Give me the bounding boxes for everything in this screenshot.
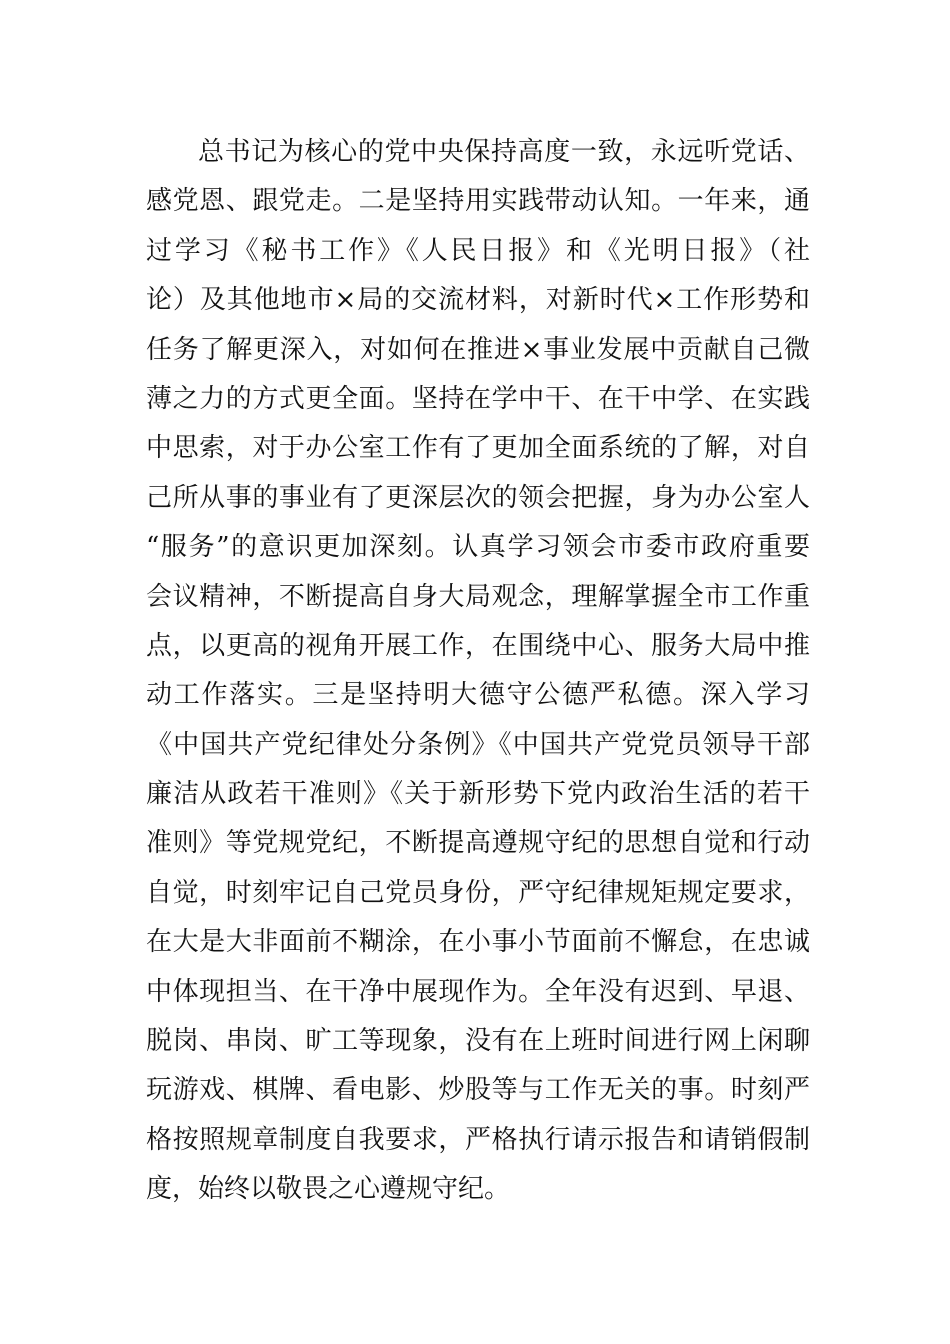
paragraph-line: 度，始终以敬畏之心遵规守纪。: [146, 1174, 511, 1205]
paragraph-line: 薄之力的方式更全面。坚持在学中干、在干中学、在实践: [146, 383, 810, 414]
paragraph-line: 会议精神，不断提高自身大局观念，理解掌握全市工作重: [146, 581, 810, 612]
paragraph-line: 总书记为核心的党中央保持高度一致，永远听党话、: [198, 137, 810, 167]
paragraph-line: 中思索，对于办公室工作有了更加全面系统的了解，对自: [146, 433, 810, 464]
paragraph-line: 过学习《秘书工作》《人民日报》和《光明日报》（社: [146, 235, 810, 266]
paragraph-line: 自觉，时刻牢记自己党员身份，严守纪律规矩规定要求，: [146, 877, 810, 908]
paragraph-line: 在大是大非面前不糊涂，在小事小节面前不懈怠，在忠诚: [146, 927, 810, 958]
paragraph-line: “服务”的意识更加深刻。认真学习领会市委市政府重要: [146, 532, 810, 563]
paragraph-line: 中体现担当、在干净中展现作为。全年没有迟到、早退、: [146, 976, 810, 1007]
paragraph-line: 动工作落实。三是坚持明大德守公德严私德。深入学习: [146, 680, 810, 711]
paragraph-line: 点，以更高的视角开展工作，在围绕中心、服务大局中推: [146, 630, 810, 661]
paragraph-line: 脱岗、串岗、旷工等现象，没有在上班时间进行网上闲聊: [146, 1026, 810, 1057]
paragraph-line: 感党恩、跟党走。二是坚持用实践带动认知。一年来，通: [146, 186, 810, 217]
paragraph-line: 玩游戏、棋牌、看电影、炒股等与工作无关的事。时刻严: [146, 1075, 810, 1106]
paragraph-line: 《中国共产党纪律处分条例》《中国共产党党员领导干部: [146, 729, 810, 760]
paragraph-line: 格按照规章制度自我要求，严格执行请示报告和请销假制: [146, 1124, 810, 1155]
body-paragraph: [146, 128, 810, 1215]
paragraph-line: 廉洁从政若干准则》《关于新形势下党内政治生活的若干: [146, 779, 810, 810]
paragraph-line: 准则》等党规党纪，不断提高遵规守纪的思想自觉和行动: [146, 828, 810, 859]
paragraph-line: 己所从事的事业有了更深层次的领会把握，身为办公室人: [146, 482, 810, 513]
paragraph-line: 论）及其他地市×局的交流材料，对新时代×工作形势和: [146, 285, 810, 316]
paragraph-line: 任务了解更深入，对如何在推进×事业发展中贡献自己微: [146, 334, 810, 365]
